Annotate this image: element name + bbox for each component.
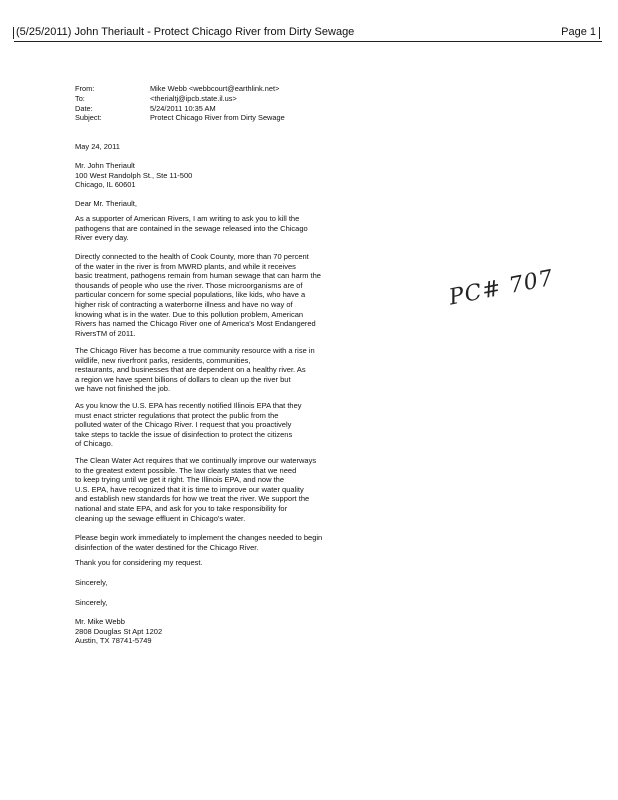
meta-value: Protect Chicago River from Dirty Sewage [150, 113, 285, 123]
meta-value: Mike Webb <webbcourt@earthlink.net> [150, 84, 280, 93]
handwritten-annotation: PC# 707 [447, 265, 556, 311]
paragraph-3 [75, 346, 375, 394]
header-title: (5/25/2011) John Theriault - Protect Chicago River from Dirty Sewage [16, 26, 355, 38]
salutation [75, 199, 375, 209]
signature-line: Mr. Mike Webb [75, 617, 125, 626]
paragraph-4 [75, 401, 375, 449]
paragraph-6 [75, 533, 375, 552]
paragraph-line: to keep trying until we get it right. The Illinois EPA, and now the [75, 475, 285, 485]
paragraph-line: Thank you for considering my request. [75, 558, 203, 567]
meta-date [75, 104, 285, 114]
header-page-number: Page 1 [561, 26, 596, 38]
paragraph-line: cleaning up the sewage effluent in Chicago's water. [75, 513, 246, 523]
paragraph-line: knowing what is in the water. Due to this pollution problem, American [75, 309, 304, 319]
meta-from [75, 84, 285, 94]
paragraph-line: restaurants, and businesses that are dependent on a healthy river. As [75, 365, 306, 375]
signature-line: 2808 Douglas St Apt 1202 [75, 626, 163, 636]
closing-text: Sincerely, [75, 578, 108, 587]
paragraph-line: particular concern for some special populations, like kids, who have a [75, 290, 306, 300]
meta-value: <therialtj@ipcb.state.il.us> [150, 93, 237, 103]
paragraph-line: polluted water of the Chicago River. I request that you proactively [75, 420, 292, 430]
paragraph-line: RiversTM of 2011. [75, 328, 136, 338]
paragraph-line: of Chicago. [75, 439, 113, 449]
paragraph-line: of the water in the river is from MWRD plants, and while it receives [75, 261, 296, 271]
closing-2 [75, 598, 375, 608]
paragraph-line: disinfection of the water destined for the Chicago River. [75, 542, 259, 552]
closing-1 [75, 578, 375, 588]
paragraph-line: U.S. EPA, have recognized that it is time to improve our water quality [75, 484, 304, 494]
paragraph-7 [75, 558, 375, 568]
signature-line: Austin, TX 78741-5749 [75, 636, 152, 646]
meta-value: 5/24/2011 10:35 AM [150, 103, 216, 113]
paragraph-line: and establish new standards for how we treat the river. We support the [75, 494, 310, 504]
letter-date-text: May 24, 2011 [75, 142, 120, 151]
signature-block [75, 617, 375, 646]
paragraph-line: basic treatment, pathogens remain from human sewage that can harm the [75, 271, 321, 281]
paragraph-line: The Clean Water Act requires that we continually improve our waterways [75, 456, 317, 465]
paragraph-line: we have not finished the job. [75, 384, 171, 394]
closing-text: Sincerely, [75, 598, 108, 607]
paragraph-line: take steps to tackle the issue of disinfection to protect the citizens [75, 429, 293, 439]
paragraph-line: Please begin work immediately to implement the changes needed to begin [75, 533, 323, 542]
salutation-text: Dear Mr. Theriault, [75, 199, 137, 208]
meta-label: Subject: [75, 113, 102, 123]
paragraph-line: a region we have spent billions of dollars to clean up the river but [75, 374, 291, 384]
address-line: Mr. John Theriault [75, 161, 135, 170]
paragraph-line: The Chicago River has become a true community resource with a rise in [75, 346, 315, 355]
meta-to [75, 94, 285, 104]
meta-subject [75, 113, 285, 123]
paragraph-5 [75, 456, 375, 523]
address-line: 100 West Randolph St., Ste 11-500 [75, 170, 193, 180]
paragraph-2 [75, 252, 375, 338]
email-metadata [75, 84, 285, 123]
meta-label: To: [75, 93, 85, 103]
paragraph-line: River every day. [75, 233, 129, 243]
letter-date [75, 142, 375, 152]
paragraph-line: As a supporter of American Rivers, I am writing to ask you to kill the [75, 214, 300, 223]
paragraph-line: wildlife, new riverfront parks, residents, communities, [75, 355, 251, 365]
paragraph-line: As you know the U.S. EPA has recently notified Illinois EPA that they [75, 401, 302, 410]
meta-label: From: [75, 84, 95, 93]
paragraph-line: Rivers has named the Chicago River one of America's Most Endangered [75, 319, 316, 329]
paragraph-line: pathogens that are contained in the sewage released into the Chicago [75, 223, 308, 233]
recipient-address [75, 161, 375, 190]
address-line: Chicago, IL 60601 [75, 180, 136, 190]
paragraph-line: to the greatest extent possible. The law clearly states that we need [75, 465, 297, 475]
paragraph-line: thousands of people who use the river. Those microorganisms are of [75, 280, 303, 290]
paragraph-1 [75, 214, 375, 243]
page-header [14, 26, 602, 42]
paragraph-line: Directly connected to the health of Cook County, more than 70 percent [75, 252, 309, 261]
paragraph-line: must enact stricter regulations that protect the public from the [75, 410, 279, 420]
paragraph-line: national and state EPA, and ask for you to take responsibility for [75, 503, 288, 513]
meta-label: Date: [75, 103, 93, 113]
paragraph-line: higher risk of contracting a waterborne illness and have no way of [75, 299, 293, 309]
